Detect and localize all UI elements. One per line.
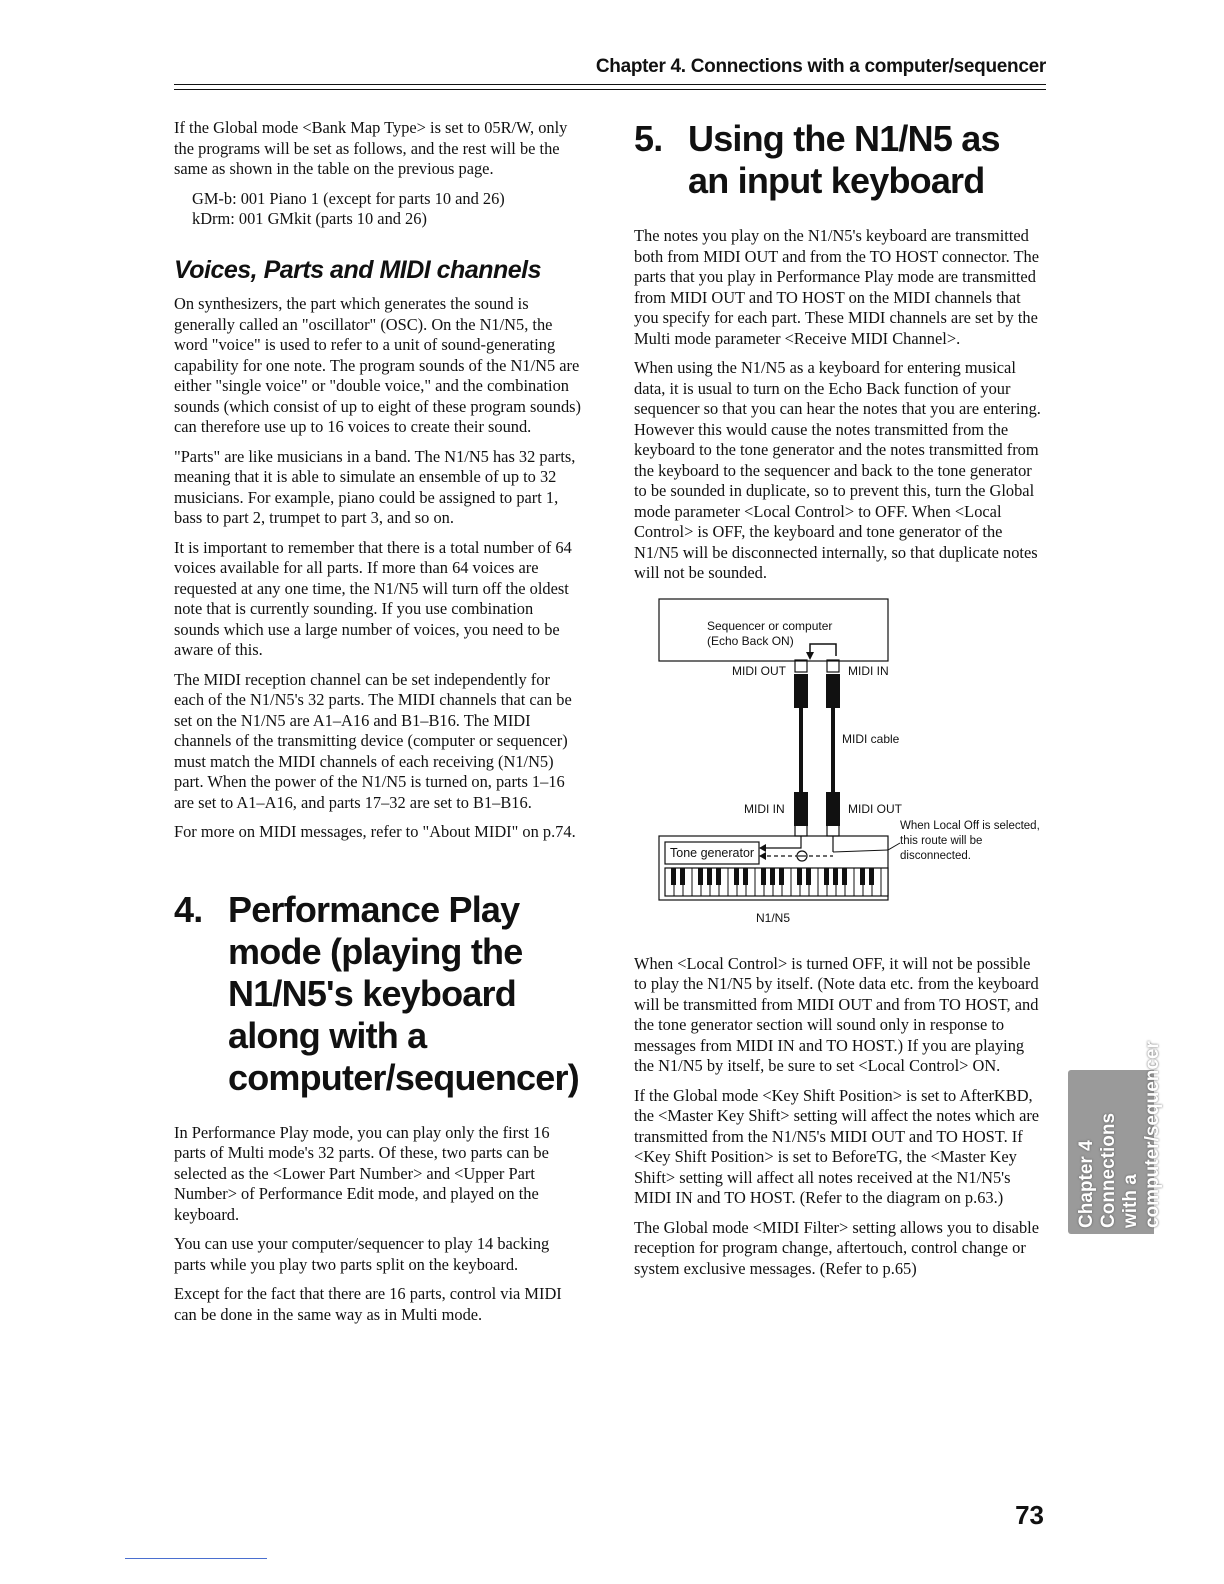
- left-column: [174, 118, 582, 1334]
- section-4-heading: [174, 889, 582, 1099]
- perf-paragraph-1: In Performance Play mode, you can play only the first 16 parts of Multi mode's 32 parts. Of these, two parts can be selected as the <Lower Part Number> and <Upper Part Number> of Performance Edit mode, and played on the keyboard.: [174, 1122, 550, 1224]
- chapter-tab-line1: Chapter 4: [1076, 1140, 1097, 1228]
- chapter-tab-line3: computer/sequencer: [1142, 1041, 1163, 1228]
- chapter-tab-line2: Connections with a: [1098, 1112, 1141, 1228]
- voices-paragraph-1: On synthesizers, the part which generates the sound is generally called an "oscillator" (OSC). On the N1/N5, the word "voice" is used to refer to a unit of sound-generating capability for one note. The program sounds of the N1/N5 are either "single voice" or "double voice," and the combination sounds (which consist of up to eight of these program sounds) can therefore use up to 16 voices to create their sound.: [174, 294, 581, 436]
- running-head: Chapter 4. Connections with a computer/sequencer: [595, 56, 1046, 77]
- input-paragraph-3: When <Local Control> is turned OFF, it will not be possible to play the N1/N5 by itself. (Note data etc. from the keyboard will be transmitted from MIDI OUT and from TO HOST, and the tone generator section will sound only in response to messages from MIDI IN and TO HOST.) If you are playing the N1/N5 by itself, be sure to set <Local Control> ON.: [634, 953, 1039, 1075]
- midi-in-bottom-label: MIDI IN: [744, 801, 785, 816]
- chapter-tab-text: [1068, 1041, 1163, 1234]
- voices-heading: Voices, Parts and MIDI channels: [174, 255, 542, 284]
- midi-in-top-label: MIDI IN: [848, 663, 889, 678]
- input-paragraph-4: If the Global mode <Key Shift Position> is set to AfterKBD, the <Master Key Shift> setting will affect the notes which are transmitted from the N1/N5's MIDI OUT and TO HOST. If <Key Shift Position> is set to BeforeTG, the <Master Key Shift> setting will affect all notes received at the N1/N5's MIDI IN and TO HOST. (Refer to the diagram on p.63.): [634, 1085, 1040, 1207]
- right-column: [634, 118, 1046, 1288]
- footer-line: [125, 1558, 267, 1559]
- diagram-drawing: [634, 594, 1046, 934]
- header-rule: [174, 84, 1046, 85]
- tone-generator-label: Tone generator: [670, 845, 755, 860]
- chapter-tab: [1068, 1041, 1163, 1234]
- page-number: 73: [1015, 1500, 1044, 1530]
- header-rule-thin: [174, 89, 1046, 90]
- voices-paragraph-4: The MIDI reception channel can be set independently for each of the N1/N5's 32 parts. The MIDI channels that can be set on the N1/N5 are A1–A16 and B1–B16. The MIDI channels of the transmitting device (computer or sequencer) must match the MIDI channels of each receiving (N1/N5) part. When the power of the N1/N5 is turned on, parts 1–16 are set to A1–A16, and parts 17–32 are set to B1–B16.: [174, 669, 572, 812]
- section-4-number: 4.: [174, 888, 203, 930]
- intro-paragraph: If the Global mode <Bank Map Type> is set to 05R/W, only the programs will be set as follows, and the rest will be the same as shown in the table on the previous page.: [174, 118, 568, 178]
- sequencer-label-line1: Sequencer or computer: [707, 618, 833, 633]
- input-paragraph-5: The Global mode <MIDI Filter> setting allows you to disable reception for program change, aftertouch, control change or system exclusive messages. (Refer to p.65): [634, 1217, 1039, 1278]
- section-4-title: Performance Play mode (playing the N1/N5's keyboard along with a computer/sequencer): [228, 888, 579, 1098]
- midi-out-bottom-label: MIDI OUT: [848, 801, 902, 816]
- input-paragraph-2: When using the N1/N5 as a keyboard for entering musical data, it is usual to turn on the Echo Back function of your sequencer so that you can hear the notes that you are entering. However this would cause the notes transmitted from the keyboard to the tone generator and the notes transmitted from the keyboard to the sequencer and back to the tone generator to be sounded in duplicate, so to prevent this, turn the Global mode parameter <Local Control> to OFF. When <Local Control> is OFF, the keyboard and tone generator of the N1/N5 will be disconnected internally, so that duplicate notes will not be sounded.: [634, 358, 1041, 582]
- perf-paragraph-3: Except for the fact that there are 16 parts, control via MIDI can be done in the same way as in Multi mode.: [174, 1284, 562, 1324]
- kdrm-line: kDrm: 001 GMkit (parts 10 and 26): [192, 209, 427, 228]
- local-off-note: When Local Off is selected, this route will be disconnected.: [900, 819, 1040, 862]
- input-paragraph-1: The notes you play on the N1/N5's keyboard are transmitted both from MIDI OUT and from the TO HOST connector. The parts that you play in Performance Play mode are transmitted from MIDI OUT and TO HOST on the MIDI channels that you specify for each part. These MIDI channels are set by the Multi mode parameter <Receive MIDI Channel>.: [634, 226, 1040, 348]
- perf-paragraph-2: You can use your computer/sequencer to play 14 backing parts while you play two parts split on the keyboard.: [174, 1234, 550, 1274]
- voices-paragraph-2: "Parts" are like musicians in a band. The N1/N5 has 32 parts, meaning that it is able to simulate an ensemble of up to 32 musicians. For example, piano could be assigned to part 1, bass to part 2, trumpet to part 3, and so on.: [174, 446, 576, 527]
- device-label: N1/N5: [756, 910, 791, 925]
- section-5-title: Using the N1/N5 as an input keyboard: [688, 118, 1000, 201]
- connection-diagram: [634, 594, 1046, 934]
- section-5-heading: [634, 118, 1046, 202]
- gmb-line: GM-b: 001 Piano 1 (except for parts 10 and 26): [192, 188, 505, 208]
- voices-paragraph-3: It is important to remember that there is a total number of 64 voices available for all parts. If more than 64 voices are requested at any one time, the N1/N5 will turn off the oldest note that is currently sounding. If you use combination sounds which use a large number of voices, you need to be aware of this.: [174, 537, 572, 659]
- section-5-number: 5.: [634, 118, 663, 159]
- voices-paragraph-5: For more on MIDI messages, refer to "About MIDI" on p.74.: [174, 822, 576, 841]
- midi-out-top-label: MIDI OUT: [732, 663, 786, 678]
- sequencer-label-line2: (Echo Back ON): [707, 633, 794, 648]
- midi-cable-label: MIDI cable: [842, 731, 900, 746]
